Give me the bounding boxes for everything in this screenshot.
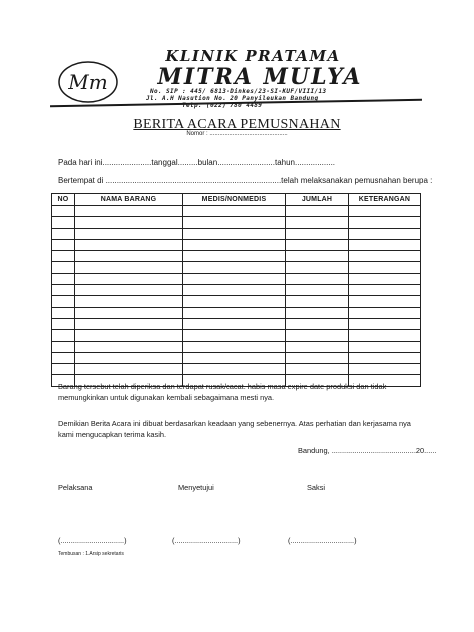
signature-blank-approver: (...............................) (172, 536, 241, 545)
column-header-item-name: NAMA BARANG (75, 194, 183, 206)
table-cell (349, 273, 421, 284)
table-cell (349, 318, 421, 329)
table-cell (183, 364, 286, 375)
table-cell (286, 273, 349, 284)
signature-blank-executor: (...............................) (58, 536, 127, 545)
clinic-name: MITRA MULYA (157, 64, 363, 90)
document-title: BERITA ACARA PEMUSNAHAN (133, 117, 341, 132)
clinic-permit-number: No. SIP : 445/ 6813-Dinkes/23-SI-KUF/VIII/13 (150, 88, 327, 95)
table-cell (75, 307, 183, 318)
table-cell (286, 307, 349, 318)
table-cell (52, 296, 75, 307)
table-cell (286, 206, 349, 217)
table-row (52, 285, 421, 296)
table-cell (75, 330, 183, 341)
table-cell (349, 352, 421, 363)
table-cell (349, 330, 421, 341)
table-cell (183, 307, 286, 318)
table-body (52, 206, 421, 387)
clinic-phone: Telp. (022) 780 4489 (182, 102, 263, 109)
table-cell (52, 239, 75, 250)
table-cell (75, 364, 183, 375)
table-row (52, 217, 421, 228)
table-cell (286, 352, 349, 363)
table-cell (183, 217, 286, 228)
column-header-notes: KETERANGAN (349, 194, 421, 206)
table-cell (75, 206, 183, 217)
table-cell (52, 307, 75, 318)
table-cell (349, 217, 421, 228)
column-header-quantity: JUMLAH (286, 194, 349, 206)
table-cell (52, 206, 75, 217)
table-cell (286, 296, 349, 307)
table-cell (349, 262, 421, 273)
table-cell (349, 285, 421, 296)
table-cell (52, 273, 75, 284)
table-cell (183, 262, 286, 273)
table-cell (52, 318, 75, 329)
table-cell (286, 318, 349, 329)
date-line: Pada hari ini......................tanggal.........bulan..........................tahun.................. (58, 158, 336, 167)
logo-monogram: Mm (68, 70, 108, 94)
table-cell (75, 296, 183, 307)
table-cell (286, 217, 349, 228)
table-cell (75, 341, 183, 352)
table-cell (183, 330, 286, 341)
city-date-line: Bandung, .........................................20...... (298, 446, 437, 455)
table-cell (349, 307, 421, 318)
table-cell (75, 285, 183, 296)
table-row (52, 364, 421, 375)
table-cell (75, 217, 183, 228)
table-row (52, 296, 421, 307)
table-cell (286, 262, 349, 273)
signature-blank-witness: (...............................) (288, 536, 357, 545)
table-cell (75, 273, 183, 284)
table-cell (349, 341, 421, 352)
signature-label-witness: Saksi (307, 483, 326, 492)
clinic-logo (57, 60, 119, 104)
table-cell (349, 251, 421, 262)
table-row (52, 206, 421, 217)
table-cell (52, 285, 75, 296)
table-cell (52, 228, 75, 239)
table-header-row (52, 194, 421, 206)
table-cell (183, 273, 286, 284)
table-cell (286, 228, 349, 239)
table-cell (183, 341, 286, 352)
table-cell (183, 285, 286, 296)
column-header-medical: MEDIS/NONMEDIS (183, 194, 286, 206)
copy-recipient: Tembusan : 1.Arsip sekretaris (58, 551, 124, 557)
table-cell (52, 330, 75, 341)
clinic-address: Jl. A.H Nasution No. 20 Panyileukan Bandung (146, 95, 319, 102)
table-cell (349, 296, 421, 307)
table-row (52, 318, 421, 329)
table-cell (75, 352, 183, 363)
table-cell (52, 352, 75, 363)
clinic-type: KLINIK PRATAMA (165, 47, 341, 65)
table-cell (286, 239, 349, 250)
closing-paragraph: Demikian Berita Acara ini dibuat berdasarkan keadaan yang sebenernya. Atas perhatian dan kerjasama nya kami mengucapkan terima kasih. (58, 419, 411, 439)
table-row (52, 228, 421, 239)
table-row (52, 251, 421, 262)
table-cell (52, 251, 75, 262)
table-cell (75, 262, 183, 273)
table-cell (52, 262, 75, 273)
table-cell (286, 330, 349, 341)
table-cell (183, 251, 286, 262)
table-cell (349, 239, 421, 250)
table-cell (183, 228, 286, 239)
column-header-no: NO (52, 194, 75, 206)
table-cell (286, 251, 349, 262)
table-cell (52, 217, 75, 228)
table-cell (75, 239, 183, 250)
table-cell (75, 318, 183, 329)
table-cell (183, 239, 286, 250)
signature-label-approver: Menyetujui (178, 483, 214, 492)
table-cell (52, 364, 75, 375)
table-row (52, 307, 421, 318)
table-cell (75, 228, 183, 239)
table-row (52, 239, 421, 250)
document-number: Nomor : ............................................... (186, 131, 288, 137)
table-cell (183, 352, 286, 363)
items-table (51, 193, 421, 387)
table-row (52, 273, 421, 284)
table-cell (52, 341, 75, 352)
table-cell (75, 251, 183, 262)
table-row (52, 352, 421, 363)
table-row (52, 341, 421, 352)
table-cell (349, 364, 421, 375)
table-cell (183, 296, 286, 307)
table-cell (286, 285, 349, 296)
signature-label-executor: Pelaksana (58, 483, 93, 492)
table-row (52, 262, 421, 273)
table-cell (349, 228, 421, 239)
statement-paragraph: Barang tersebut telah diperiksa dan terdapat rusak/cacat. habis masa expire date produksi dan tidak memungkinkan untuk digunakan kembali sebagaimana mesti nya. (58, 382, 387, 402)
table-cell (183, 318, 286, 329)
table-row (52, 330, 421, 341)
table-cell (286, 364, 349, 375)
table-cell (183, 206, 286, 217)
place-line: Bertempat di ...............................................................................telah melaksanakan pemusnahan berupa : (58, 176, 433, 185)
table-cell (349, 206, 421, 217)
table-cell (286, 341, 349, 352)
